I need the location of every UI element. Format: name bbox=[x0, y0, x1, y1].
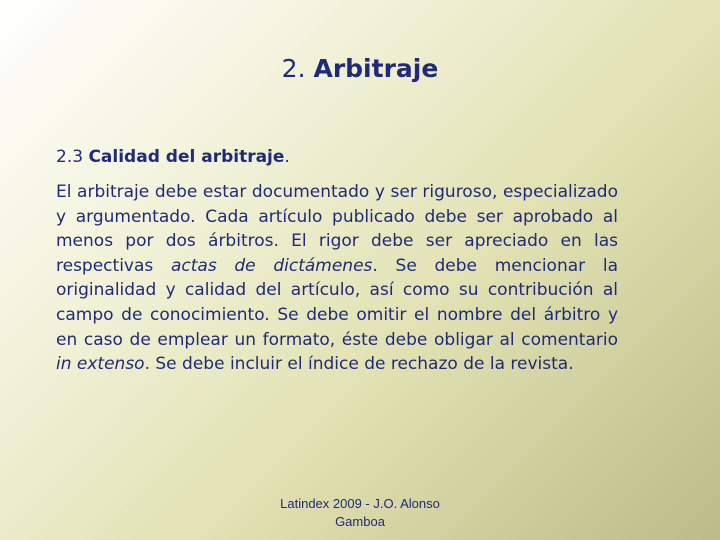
subtitle-suffix: . bbox=[284, 147, 290, 167]
body-text-part-1: El arbitraje debe estar documentado y ser riguroso, especializado y argumentado. Cada artículo publicado debe ser aprobado al menos por dos árbitros. El rigor debe ser apreciado en las respectivas bbox=[56, 182, 618, 276]
body-paragraph bbox=[56, 180, 618, 377]
slide-footer bbox=[240, 495, 480, 531]
body-text-part-3: . Se debe incluir el índice de rechazo de la revista. bbox=[144, 354, 574, 375]
section-subtitle bbox=[56, 145, 290, 169]
footer-line-1: Latindex 2009 - J.O. Alonso bbox=[280, 496, 440, 511]
body-text-part-2: . Se debe mencionar la originalidad y calidad del artículo, así como su contribución al campo de conocimiento. Se debe omitir el nombre del árbitro y en caso de emplear un formato, éste debe obligar al comentario bbox=[56, 255, 618, 350]
footer-line-2: Gamboa bbox=[335, 514, 385, 529]
subtitle-text: Calidad del arbitraje bbox=[88, 147, 285, 167]
subtitle-number: 2.3 bbox=[56, 147, 84, 167]
slide-title bbox=[0, 52, 720, 86]
body-italic-actas: actas de dictámenes bbox=[170, 255, 373, 276]
title-text: Arbitraje bbox=[313, 54, 439, 83]
title-number: 2. bbox=[281, 54, 306, 83]
body-italic-in-extenso: in extenso bbox=[56, 354, 145, 375]
